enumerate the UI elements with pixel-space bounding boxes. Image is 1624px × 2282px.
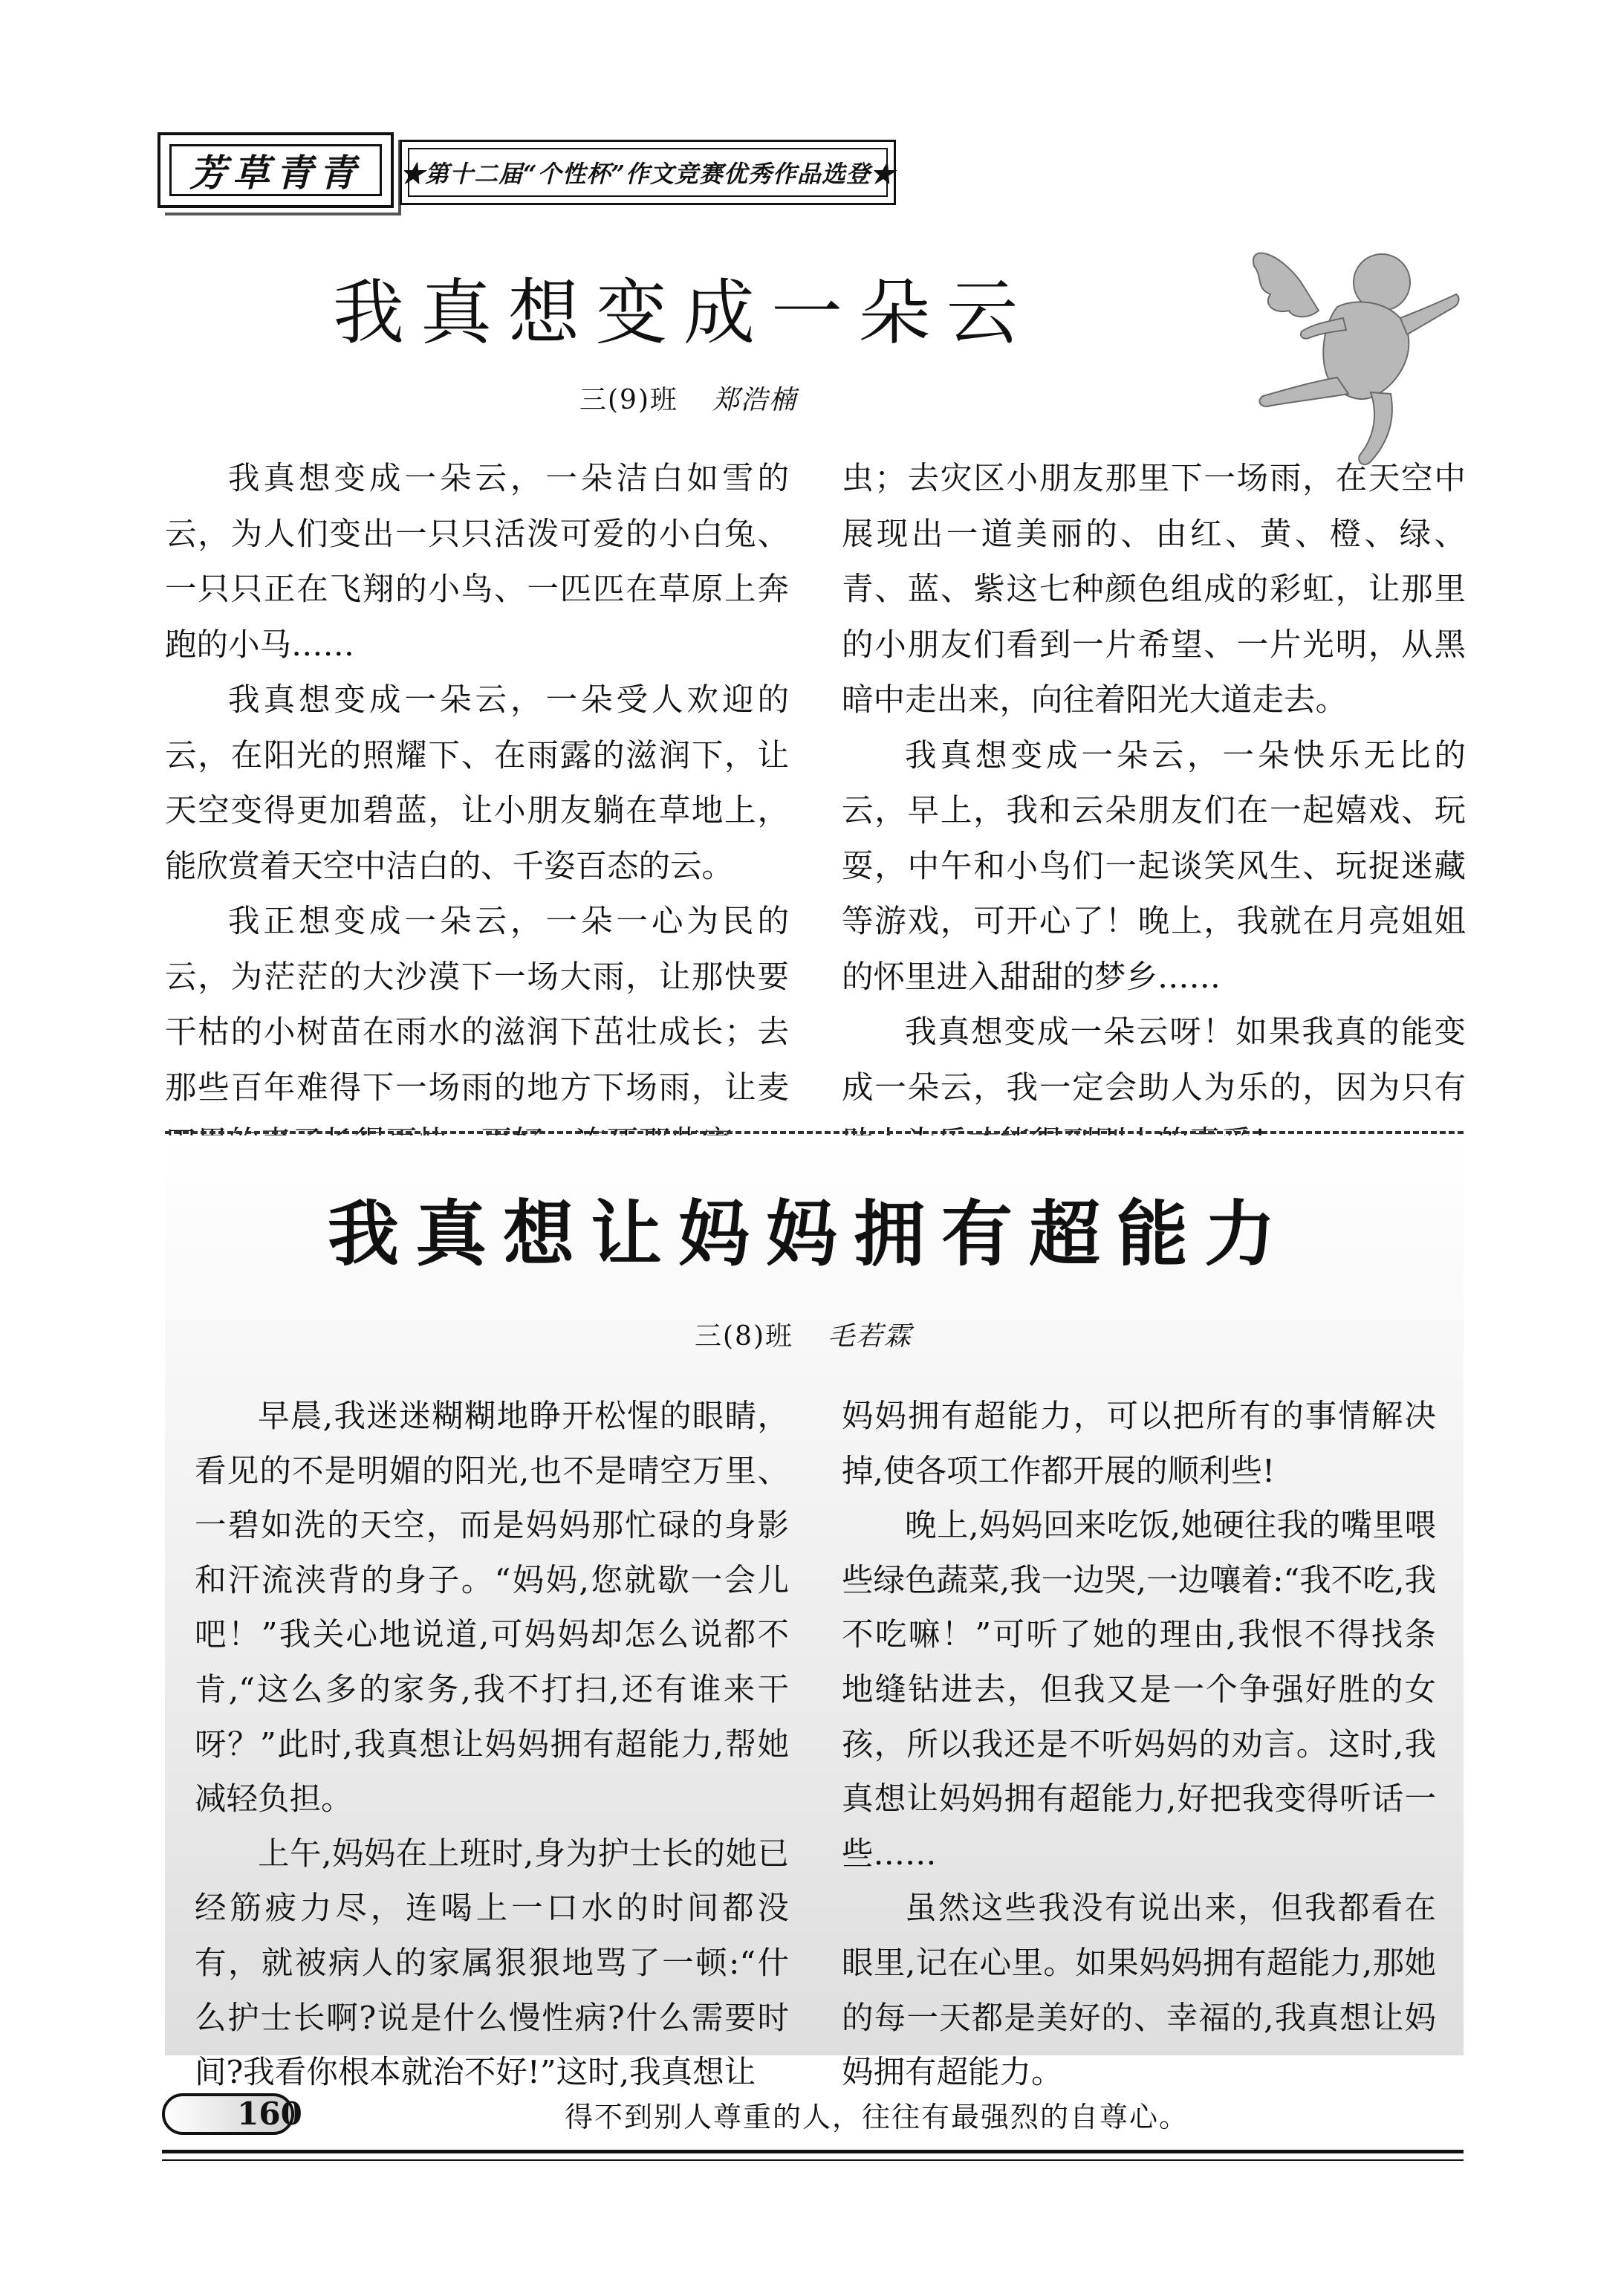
article1-paragraph: 我真想变成一朵云，一朵受人欢迎的云，在阳光的照耀下、在雨露的滋润下，让天空变得更加碧蓝，让小朋友躺在草地上，能欣赏着天空中洁白的、千姿百态的云。 xyxy=(165,682,789,885)
article1-paragraph: 我真想变成一朵云，一朵快乐无比的云，早上，我和云朵朋友们在一起嬉戏、玩耍，中午和小鸟们一起谈笑风生、玩捉迷藏等游戏，可开心了！晚上，我就在月亮姐姐的怀里进入甜甜的梦乡…… xyxy=(842,737,1466,996)
article1-right-column xyxy=(842,452,1466,1172)
cupid-icon xyxy=(1248,236,1464,474)
contest-banner-box xyxy=(400,140,896,205)
footer-rule-thin xyxy=(162,2159,1464,2161)
article1-paragraph: 我正想变成一朵云，一朵一心为民的云，为茫茫的大沙漠下一场大雨，让那快要干枯的小树苗在雨水的滋润下茁壮成长；去那些百年难得下一场雨的地方下场雨，让麦 xyxy=(165,904,789,1106)
article2-byline xyxy=(695,1315,912,1353)
article2-class: 三(8)班 xyxy=(695,1321,793,1352)
article1-left-column xyxy=(165,452,789,1172)
article2-paragraph: 晚上,妈妈回来吃饭,她硬往我的嘴里喂些绿色蔬菜,我一边哭,一边嚷着:“我不吃,我不吃嘛！”可听了她的理由,我恨不得找条地缝钻进去，但我又是一个争强好胜的女孩，所以我还是不听妈妈的劝言。这时,我真想让妈妈拥有超能力,好把我变得听话一些…… xyxy=(842,1508,1436,1873)
article1-byline xyxy=(579,379,797,417)
article1-paragraph-continued: 虫；去灾区小朋友那里下一场雨，在天空中展现出一道美丽的、由红、黄、橙、绿、青、蓝、紫这七种颜色组成的彩虹，让那里的小朋友们看到一片希望、一片光明，从黑暗中走出来，向往着阳光大道走去。 xyxy=(842,461,1466,719)
article2-paragraph: 早晨,我迷迷糊糊地睁开松惺的眼睛，看见的不是明媚的阳光,也不是晴空万里、一碧如洗的天空，而是妈妈那忙碌的身影和汗流浃背的身子。“妈妈,您就歇一会儿吧！”我关心地说道,可妈妈却怎么说都不肯,“这么多的家务,我不打扫,还有谁来干呀？”此时,我真想让妈妈拥有超能力,帮她减轻负担。 xyxy=(195,1398,789,1818)
page-number: 160 xyxy=(237,2095,302,2132)
article2-paragraph: 上午,妈妈在上班时,身为护士长的她已经筋疲力尽，连喝上一口水的时间都没有，就被病人的家属狠狠地骂了一顿:“什么护士长啊?说是什么慢性病?什么需要时间?我看你根本就治不好!”这时,我真想让 xyxy=(195,1835,789,2092)
article1-paragraph: 我真想变成一朵云，一朵洁白如雪的云，为人们变出一只只活泼可爱的小白兔、一只只正在飞翔的小鸟、一匹匹在草原上奔跑的小马…… xyxy=(165,461,789,664)
footer-quote: 得不到别人尊重的人，往往有最强烈的自尊心。 xyxy=(565,2101,1189,2133)
column-label: 芳草青青 xyxy=(169,144,382,196)
article-divider xyxy=(165,1131,1464,1134)
article1-author: 郑浩楠 xyxy=(712,385,798,415)
article2-author: 毛若霖 xyxy=(828,1321,913,1352)
article2-title: 我真想让妈妈拥有超能力 xyxy=(328,1193,1292,1276)
column-label-box xyxy=(157,132,394,208)
footer-rule-thick xyxy=(162,2150,1464,2153)
article2-right-column xyxy=(842,1390,1436,2101)
article1-paragraph: 我真想变成一朵云呀！如果我真的能变成一朵云，我一定会助人为乐的，因为只有 xyxy=(842,1014,1466,1106)
contest-banner: ★第十二届“个性杯”作文竞赛优秀作品选登★ xyxy=(408,148,888,197)
article1-title: 我真想变成一朵云 xyxy=(333,271,1034,354)
article1-class: 三(9)班 xyxy=(579,385,678,415)
article2-paragraph: 虽然这些我没有说出来，但我都看在眼里,记在心里。如果妈妈拥有超能力,那她的每一天都是美好的、幸福的,我真想让妈妈拥有超能力。 xyxy=(842,1890,1436,2092)
article2-paragraph-continued: 妈妈拥有超能力，可以把所有的事情解决掉,使各项工作都开展的顺利些! xyxy=(842,1398,1436,1490)
article2-left-column xyxy=(195,1390,789,2101)
